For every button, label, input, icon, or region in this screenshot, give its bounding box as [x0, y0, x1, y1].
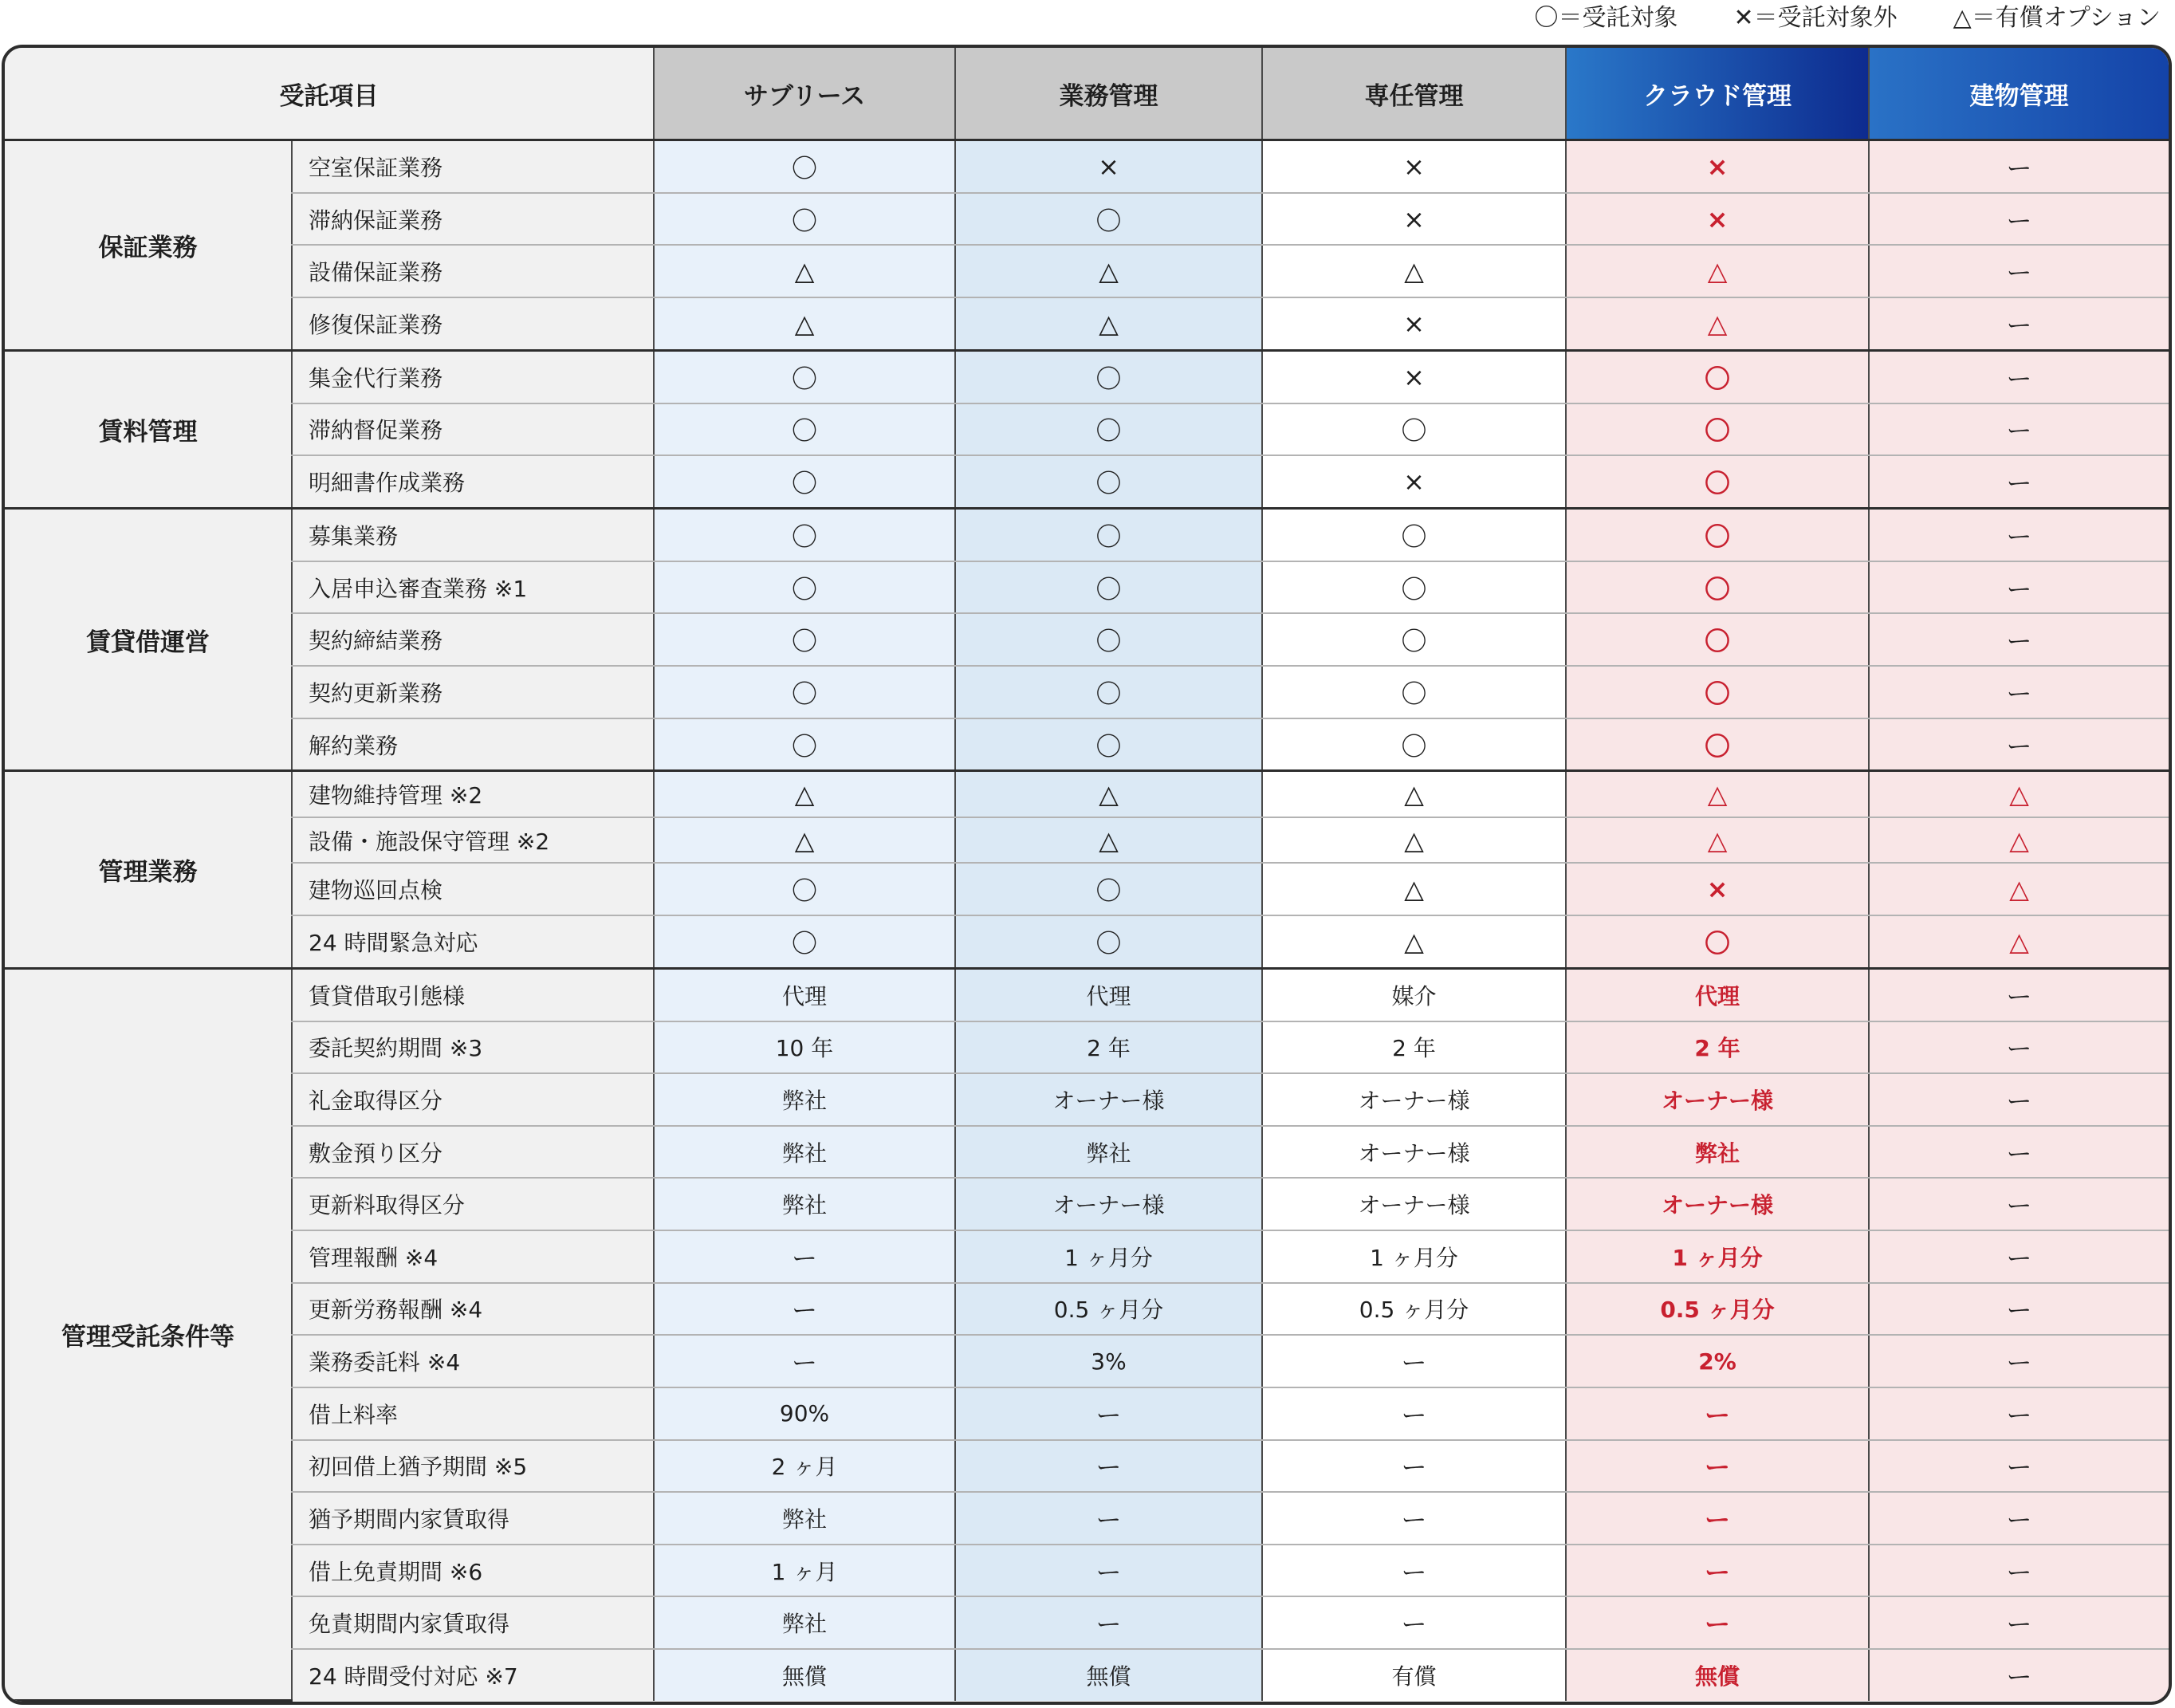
- cell-tatemono-kanri: ー: [1869, 1545, 2169, 1597]
- cell-sennin-kanri: △: [1262, 771, 1566, 817]
- cell-cloud-kanri: 弊社: [1566, 1126, 1869, 1179]
- cell-sennin-kanri: ー: [1262, 1440, 1566, 1493]
- table-row: [5, 1492, 2169, 1545]
- cell-tatemono-kanri: ー: [1869, 1283, 2169, 1336]
- item-label: 解約業務: [292, 718, 654, 771]
- cell-tatemono-kanri: ー: [1869, 350, 2169, 403]
- item-label: 初回借上猶予期間 ※5: [292, 1440, 654, 1493]
- cell-sennin-kanri: ×: [1262, 193, 1566, 246]
- cell-sennin-kanri: 〇: [1262, 666, 1566, 718]
- cell-sennin-kanri: △: [1262, 817, 1566, 863]
- header-cloud-kanri: クラウド管理: [1566, 48, 1869, 140]
- table-row: [5, 915, 2169, 968]
- cell-cloud-kanri: 〇: [1566, 666, 1869, 718]
- cell-sennin-kanri: 1 ヶ月分: [1262, 1230, 1566, 1283]
- cell-gyomu-kanri: 〇: [955, 509, 1262, 561]
- table-row: [5, 140, 2169, 193]
- cell-tatemono-kanri: ー: [1869, 193, 2169, 246]
- cell-tatemono-kanri: ー: [1869, 245, 2169, 297]
- cell-cloud-kanri: △: [1566, 771, 1869, 817]
- item-label: 設備・施設保守管理 ※2: [292, 817, 654, 863]
- cell-gyomu-kanri: 弊社: [955, 1126, 1262, 1179]
- cell-cloud-kanri: 〇: [1566, 455, 1869, 508]
- cell-sublease: 〇: [654, 561, 955, 614]
- item-label: 賃貸借取引態様: [292, 968, 654, 1021]
- cell-sublease: 90%: [654, 1387, 955, 1440]
- cell-tatemono-kanri: ー: [1869, 718, 2169, 771]
- table-row: [5, 718, 2169, 771]
- cell-sennin-kanri: オーナー様: [1262, 1126, 1566, 1179]
- cell-sennin-kanri: オーナー様: [1262, 1073, 1566, 1126]
- cell-sublease: △: [654, 817, 955, 863]
- cell-tatemono-kanri: ー: [1869, 613, 2169, 666]
- cell-sennin-kanri: 媒介: [1262, 968, 1566, 1021]
- table-row: [5, 1021, 2169, 1074]
- cell-cloud-kanri: 0.5 ヶ月分: [1566, 1283, 1869, 1336]
- cell-tatemono-kanri: ー: [1869, 968, 2169, 1021]
- item-label: 集金代行業務: [292, 350, 654, 403]
- cell-tatemono-kanri: ー: [1869, 1387, 2169, 1440]
- cell-sennin-kanri: 〇: [1262, 509, 1566, 561]
- cell-gyomu-kanri: 2 年: [955, 1021, 1262, 1074]
- cell-sennin-kanri: 有償: [1262, 1649, 1566, 1701]
- cell-tatemono-kanri: ー: [1869, 561, 2169, 614]
- cell-sublease: 10 年: [654, 1021, 955, 1074]
- category-label: 賃貸借運営: [5, 509, 292, 771]
- cell-gyomu-kanri: ー: [955, 1440, 1262, 1493]
- cell-cloud-kanri: 〇: [1566, 509, 1869, 561]
- cell-sublease: 代理: [654, 968, 955, 1021]
- category-label: 管理受託条件等: [5, 968, 292, 1700]
- cell-gyomu-kanri: 0.5 ヶ月分: [955, 1283, 1262, 1336]
- cell-tatemono-kanri: △: [1869, 771, 2169, 817]
- cell-gyomu-kanri: 〇: [955, 350, 1262, 403]
- cell-gyomu-kanri: 〇: [955, 193, 1262, 246]
- cell-tatemono-kanri: ー: [1869, 666, 2169, 718]
- cell-sublease: 〇: [654, 666, 955, 718]
- cell-sennin-kanri: ×: [1262, 140, 1566, 193]
- table-row: [5, 403, 2169, 456]
- cell-tatemono-kanri: ー: [1869, 1126, 2169, 1179]
- item-label: 滞納保証業務: [292, 193, 654, 246]
- cell-sublease: 〇: [654, 915, 955, 968]
- cell-cloud-kanri: 代理: [1566, 968, 1869, 1021]
- item-label: 更新料取得区分: [292, 1178, 654, 1230]
- item-label: 委託契約期間 ※3: [292, 1021, 654, 1074]
- item-label: 滞納督促業務: [292, 403, 654, 456]
- cell-sennin-kanri: 〇: [1262, 561, 1566, 614]
- cell-sennin-kanri: ー: [1262, 1492, 1566, 1545]
- cell-tatemono-kanri: ー: [1869, 1335, 2169, 1387]
- cell-gyomu-kanri: 〇: [955, 915, 1262, 968]
- legend: [1534, 0, 2161, 30]
- cell-gyomu-kanri: 〇: [955, 863, 1262, 915]
- cell-sennin-kanri: △: [1262, 245, 1566, 297]
- cell-cloud-kanri: △: [1566, 297, 1869, 350]
- cell-gyomu-kanri: ー: [955, 1387, 1262, 1440]
- cell-sennin-kanri: △: [1262, 863, 1566, 915]
- table-row: [5, 350, 2169, 403]
- cell-gyomu-kanri: 〇: [955, 561, 1262, 614]
- item-label: 空室保証業務: [292, 140, 654, 193]
- item-label: 管理報酬 ※4: [292, 1230, 654, 1283]
- table-row: [5, 666, 2169, 718]
- cell-tatemono-kanri: ー: [1869, 403, 2169, 456]
- cell-cloud-kanri: 〇: [1566, 350, 1869, 403]
- cell-tatemono-kanri: ー: [1869, 1021, 2169, 1074]
- cell-tatemono-kanri: ー: [1869, 1596, 2169, 1649]
- cell-sennin-kanri: ×: [1262, 455, 1566, 508]
- cell-sennin-kanri: ×: [1262, 350, 1566, 403]
- item-label: 建物維持管理 ※2: [292, 771, 654, 817]
- cell-sublease: △: [654, 245, 955, 297]
- cell-gyomu-kanri: ー: [955, 1596, 1262, 1649]
- table-row: [5, 1545, 2169, 1597]
- item-label: 設備保証業務: [292, 245, 654, 297]
- item-label: 借上料率: [292, 1387, 654, 1440]
- table-row: [5, 771, 2169, 817]
- table-row: [5, 613, 2169, 666]
- cell-tatemono-kanri: ー: [1869, 140, 2169, 193]
- table-row: [5, 193, 2169, 246]
- table-row: [5, 297, 2169, 350]
- legend-item-paid-option: △＝有償オプション: [1953, 4, 2161, 32]
- cell-cloud-kanri: オーナー様: [1566, 1073, 1869, 1126]
- cell-cloud-kanri: 〇: [1566, 403, 1869, 456]
- cell-sublease: ー: [654, 1335, 955, 1387]
- cell-cloud-kanri: △: [1566, 245, 1869, 297]
- cell-sublease: 〇: [654, 718, 955, 771]
- comparison-table: [2, 45, 2172, 1705]
- cell-tatemono-kanri: ー: [1869, 1073, 2169, 1126]
- table-row: [5, 968, 2169, 1021]
- cell-sennin-kanri: ー: [1262, 1596, 1566, 1649]
- cell-gyomu-kanri: △: [955, 297, 1262, 350]
- table-row: [5, 1335, 2169, 1387]
- cell-sublease: △: [654, 297, 955, 350]
- cell-cloud-kanri: ×: [1566, 140, 1869, 193]
- cell-sublease: ー: [654, 1230, 955, 1283]
- cell-sennin-kanri: 〇: [1262, 613, 1566, 666]
- cell-tatemono-kanri: ー: [1869, 1649, 2169, 1701]
- cell-tatemono-kanri: △: [1869, 915, 2169, 968]
- cell-sublease: 〇: [654, 193, 955, 246]
- cell-cloud-kanri: ー: [1566, 1387, 1869, 1440]
- header-sublease: サブリース: [654, 48, 955, 140]
- header-row: [5, 48, 2169, 140]
- table-row: [5, 1283, 2169, 1336]
- cell-cloud-kanri: 〇: [1566, 561, 1869, 614]
- item-label: 契約更新業務: [292, 666, 654, 718]
- cell-cloud-kanri: ー: [1566, 1596, 1869, 1649]
- cell-sublease: 〇: [654, 863, 955, 915]
- cell-sublease: △: [654, 771, 955, 817]
- table-row: [5, 1440, 2169, 1493]
- cell-gyomu-kanri: ー: [955, 1492, 1262, 1545]
- table-row: [5, 1073, 2169, 1126]
- cell-sennin-kanri: 〇: [1262, 718, 1566, 771]
- cell-gyomu-kanri: 〇: [955, 666, 1262, 718]
- cell-gyomu-kanri: △: [955, 771, 1262, 817]
- item-label: 24 時間受付対応 ※7: [292, 1649, 654, 1701]
- item-label: 入居申込審査業務 ※1: [292, 561, 654, 614]
- item-label: 礼金取得区分: [292, 1073, 654, 1126]
- cell-sublease: 〇: [654, 403, 955, 456]
- cell-sennin-kanri: ー: [1262, 1545, 1566, 1597]
- cell-sennin-kanri: オーナー様: [1262, 1178, 1566, 1230]
- cell-cloud-kanri: 2 年: [1566, 1021, 1869, 1074]
- header-gyomu-kanri: 業務管理: [955, 48, 1262, 140]
- cell-cloud-kanri: オーナー様: [1566, 1178, 1869, 1230]
- cell-cloud-kanri: ×: [1566, 863, 1869, 915]
- cell-cloud-kanri: 1 ヶ月分: [1566, 1230, 1869, 1283]
- cell-sublease: 2 ヶ月: [654, 1440, 955, 1493]
- table-row: [5, 863, 2169, 915]
- cell-cloud-kanri: 〇: [1566, 613, 1869, 666]
- cell-sublease: 1 ヶ月: [654, 1545, 955, 1597]
- cell-sublease: 〇: [654, 455, 955, 508]
- cell-sublease: 弊社: [654, 1126, 955, 1179]
- cell-cloud-kanri: 無償: [1566, 1649, 1869, 1701]
- item-label: 更新労務報酬 ※4: [292, 1283, 654, 1336]
- cell-gyomu-kanri: ×: [955, 140, 1262, 193]
- cell-gyomu-kanri: オーナー様: [955, 1073, 1262, 1126]
- item-label: 24 時間緊急対応: [292, 915, 654, 968]
- item-label: 業務委託料 ※4: [292, 1335, 654, 1387]
- cell-sennin-kanri: △: [1262, 915, 1566, 968]
- cell-gyomu-kanri: ー: [955, 1545, 1262, 1597]
- table-row: [5, 455, 2169, 508]
- table-row: [5, 1178, 2169, 1230]
- cell-gyomu-kanri: 代理: [955, 968, 1262, 1021]
- cell-cloud-kanri: ー: [1566, 1545, 1869, 1597]
- cell-sublease: 弊社: [654, 1596, 955, 1649]
- cell-gyomu-kanri: 〇: [955, 403, 1262, 456]
- cell-sennin-kanri: ー: [1262, 1335, 1566, 1387]
- item-label: 敷金預り区分: [292, 1126, 654, 1179]
- cell-sublease: 弊社: [654, 1178, 955, 1230]
- cell-tatemono-kanri: ー: [1869, 1230, 2169, 1283]
- cell-gyomu-kanri: 無償: [955, 1649, 1262, 1701]
- cell-tatemono-kanri: ー: [1869, 1178, 2169, 1230]
- cell-sublease: 弊社: [654, 1073, 955, 1126]
- header-tatemono-kanri: 建物管理: [1869, 48, 2169, 140]
- item-label: 免責期間内家賃取得: [292, 1596, 654, 1649]
- table-row: [5, 509, 2169, 561]
- item-label: 猶予期間内家賃取得: [292, 1492, 654, 1545]
- cell-cloud-kanri: △: [1566, 817, 1869, 863]
- cell-gyomu-kanri: 1 ヶ月分: [955, 1230, 1262, 1283]
- cell-sublease: ー: [654, 1283, 955, 1336]
- cell-tatemono-kanri: ー: [1869, 1440, 2169, 1493]
- cell-tatemono-kanri: ー: [1869, 297, 2169, 350]
- table-row: [5, 1126, 2169, 1179]
- cell-tatemono-kanri: ー: [1869, 455, 2169, 508]
- cell-cloud-kanri: 2%: [1566, 1335, 1869, 1387]
- cell-gyomu-kanri: △: [955, 245, 1262, 297]
- cell-cloud-kanri: ー: [1566, 1440, 1869, 1493]
- category-label: 管理業務: [5, 771, 292, 968]
- cell-tatemono-kanri: ー: [1869, 1492, 2169, 1545]
- header-sennin-kanri: 専任管理: [1262, 48, 1566, 140]
- cell-cloud-kanri: ×: [1566, 193, 1869, 246]
- table-row: [5, 1649, 2169, 1701]
- table-row: [5, 245, 2169, 297]
- cell-sublease: 〇: [654, 509, 955, 561]
- cell-sublease: 〇: [654, 350, 955, 403]
- cell-sennin-kanri: ー: [1262, 1387, 1566, 1440]
- table-row: [5, 1387, 2169, 1440]
- legend-item-non-target: ✕＝受託対象外: [1733, 4, 1898, 32]
- table-body: [5, 140, 2169, 1701]
- category-label: 賃料管理: [5, 350, 292, 508]
- item-label: 募集業務: [292, 509, 654, 561]
- legend-item-target: 〇＝受託対象: [1534, 4, 1678, 32]
- cell-sublease: 弊社: [654, 1492, 955, 1545]
- category-label: 保証業務: [5, 140, 292, 351]
- cell-cloud-kanri: 〇: [1566, 915, 1869, 968]
- cell-sennin-kanri: 0.5 ヶ月分: [1262, 1283, 1566, 1336]
- cell-tatemono-kanri: △: [1869, 863, 2169, 915]
- table-row: [5, 1230, 2169, 1283]
- header-item: 受託項目: [5, 48, 654, 140]
- cell-gyomu-kanri: △: [955, 817, 1262, 863]
- item-label: 建物巡回点検: [292, 863, 654, 915]
- cell-gyomu-kanri: 3%: [955, 1335, 1262, 1387]
- cell-gyomu-kanri: 〇: [955, 718, 1262, 771]
- table-row: [5, 817, 2169, 863]
- cell-sublease: 無償: [654, 1649, 955, 1701]
- cell-gyomu-kanri: 〇: [955, 455, 1262, 508]
- table-row: [5, 561, 2169, 614]
- cell-sennin-kanri: ×: [1262, 297, 1566, 350]
- cell-gyomu-kanri: オーナー様: [955, 1178, 1262, 1230]
- cell-sublease: 〇: [654, 613, 955, 666]
- cell-tatemono-kanri: ー: [1869, 509, 2169, 561]
- item-label: 明細書作成業務: [292, 455, 654, 508]
- cell-sublease: 〇: [654, 140, 955, 193]
- cell-sennin-kanri: 〇: [1262, 403, 1566, 456]
- table-row: [5, 1596, 2169, 1649]
- item-label: 契約締結業務: [292, 613, 654, 666]
- cell-cloud-kanri: 〇: [1566, 718, 1869, 771]
- cell-cloud-kanri: ー: [1566, 1492, 1869, 1545]
- cell-gyomu-kanri: 〇: [955, 613, 1262, 666]
- item-label: 修復保証業務: [292, 297, 654, 350]
- cell-tatemono-kanri: △: [1869, 817, 2169, 863]
- item-label: 借上免責期間 ※6: [292, 1545, 654, 1597]
- cell-sennin-kanri: 2 年: [1262, 1021, 1566, 1074]
